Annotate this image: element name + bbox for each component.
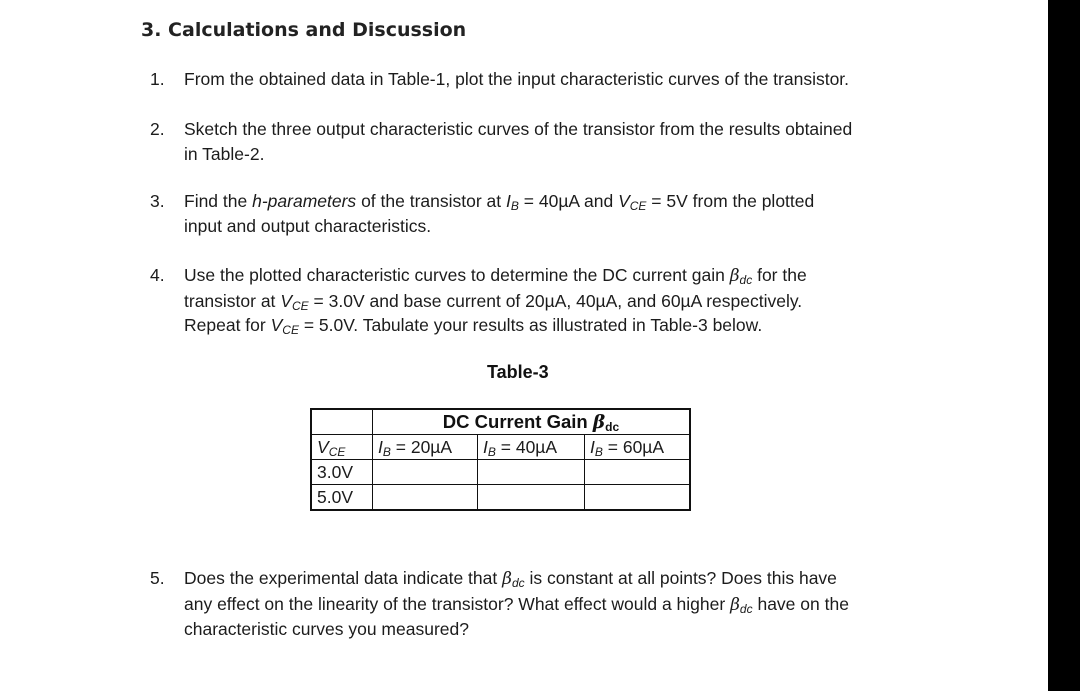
question-text-line: Repeat for $V_{CE} = 5.0V$. Tabulate your results as illustrated in Table-3 below. [184, 315, 763, 337]
question-text-line: transistor at $V_{CE} = 3.0V$ and base current of 20µA, 40µA, and 60µA respectively. [184, 290, 803, 313]
question-text-line: Sketch the three output characteristic curves of the transistor from the results obtained [184, 119, 853, 139]
table-3 [310, 408, 691, 511]
question-number: 3. [150, 191, 165, 211]
column-header-vce: $V_{CE}$ [311, 435, 373, 460]
question-text-line: Find the h-parameters of the transistor at $I_B = 40\mu A$ and $V_{CE} = 5V$ from the plotted [184, 191, 815, 213]
question-text: From the obtained data in Table-1, plot the input characteristic curves of the transistor. [184, 69, 850, 89]
question-text-line: in Table-2. [184, 143, 265, 164]
question-3 [150, 189, 925, 238]
column-header-ib-60: $I_B = 60\mu A$ [585, 435, 691, 460]
table-group-header: DC Current Gain $\beta_{dc}$ [373, 409, 691, 435]
empty-cell [585, 460, 691, 485]
empty-cell [478, 485, 585, 511]
table-corner-cell [311, 409, 373, 435]
empty-cell [373, 485, 478, 511]
empty-cell [478, 460, 585, 485]
section-heading: 3. Calculations and Discussion [141, 19, 467, 41]
h-parameters-term: h-parameters [252, 191, 357, 211]
question-1 [150, 67, 925, 92]
question-text-line: input and output characteristics. [184, 215, 432, 236]
row-label: 5.0V [311, 485, 373, 511]
question-number: 4. [150, 265, 165, 285]
question-4 [150, 263, 925, 338]
question-text-line: Use the plotted characteristic curves to determine the DC current gain $\beta_{dc}$ for the [184, 265, 807, 287]
question-text-line: Does the experimental data indicate that $\beta_{dc}$ is constant at all points? Does this have [184, 568, 837, 590]
column-header-ib-40: $I_B = 40\mu A$ [478, 435, 585, 460]
question-number: 2. [150, 119, 165, 139]
table-row [311, 485, 690, 511]
question-2 [150, 117, 925, 166]
question-number: 1. [150, 69, 165, 89]
row-label: 3.0V [311, 460, 373, 485]
question-text-line: characteristic curves you measured? [184, 619, 469, 639]
question-5 [150, 566, 925, 642]
table-caption: Table-3 [487, 362, 549, 382]
screen-edge-bar [1048, 0, 1080, 691]
empty-cell [585, 485, 691, 511]
question-number: 5. [150, 568, 165, 588]
question-text-line: any effect on the linearity of the transistor? What effect would a higher $\beta_{dc}$ have on the [184, 593, 849, 616]
column-header-ib-20: $I_B = 20\mu A$ [373, 435, 478, 460]
table-row [311, 460, 690, 485]
empty-cell [373, 460, 478, 485]
